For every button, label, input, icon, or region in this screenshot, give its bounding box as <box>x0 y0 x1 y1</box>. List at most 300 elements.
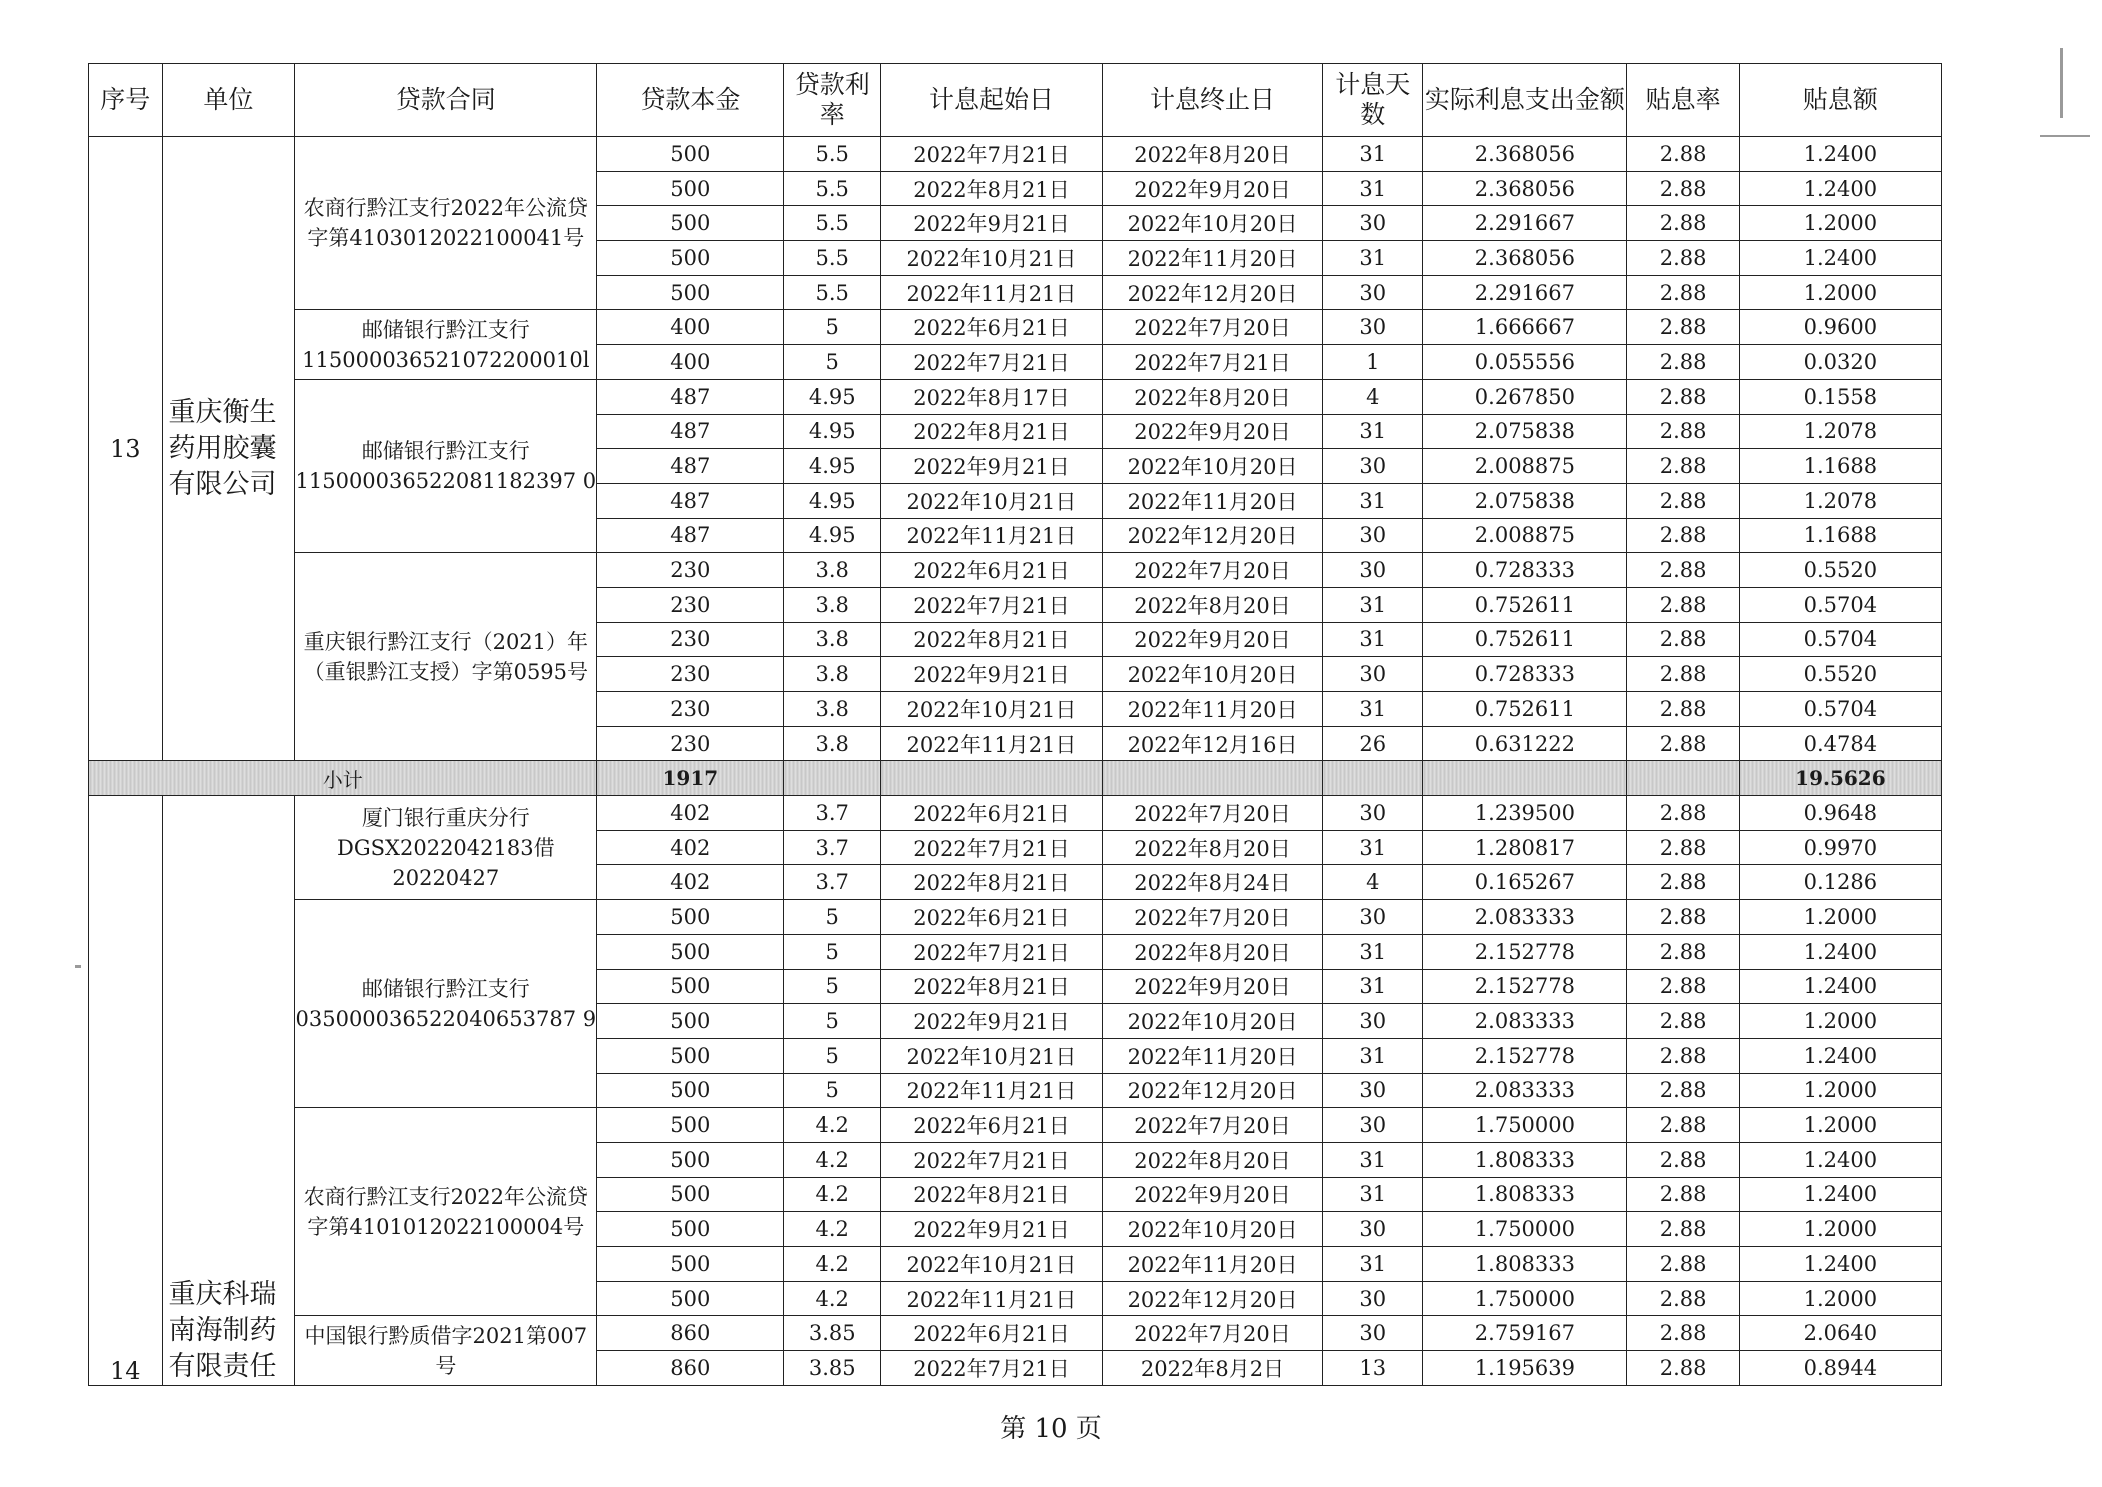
days-cell: 31 <box>1323 587 1423 622</box>
contract-cell: 农商行黔江支行2022年公流贷字第4103012022100041号 <box>295 137 597 310</box>
principal-cell: 860 <box>597 1351 784 1386</box>
subsidy-rate-cell: 2.88 <box>1627 726 1739 761</box>
contract-cell: 中国银行黔质借字2021第007号 <box>295 1316 597 1385</box>
end-date-cell: 2022年12月20日 <box>1102 1281 1323 1316</box>
start-date-cell: 2022年6月21日 <box>881 796 1103 831</box>
interest-cell: 2.291667 <box>1423 206 1627 241</box>
subsidy-rate-cell: 2.88 <box>1627 865 1739 900</box>
subsidy-amount-cell: 0.5520 <box>1739 553 1941 588</box>
subtotal-label: 小计 <box>89 761 597 796</box>
subsidy-amount-cell: 1.2000 <box>1739 275 1941 310</box>
table-row <box>89 379 1942 414</box>
subsidy-amount-cell: 0.8944 <box>1739 1351 1941 1386</box>
subtotal-amount: 19.5626 <box>1739 761 1941 796</box>
interest-cell: 2.083333 <box>1423 1073 1627 1108</box>
subsidy-rate-cell: 2.88 <box>1627 241 1739 276</box>
days-cell: 30 <box>1323 900 1423 935</box>
start-date-cell: 2022年6月21日 <box>881 900 1103 935</box>
days-cell: 31 <box>1323 171 1423 206</box>
subtotal-empty-cell <box>1323 761 1423 796</box>
subsidy-amount-cell: 1.2078 <box>1739 414 1941 449</box>
subtotal-empty-cell <box>1423 761 1627 796</box>
rate-cell: 5.5 <box>784 241 881 276</box>
end-date-cell: 2022年8月20日 <box>1102 587 1323 622</box>
rate-cell: 4.95 <box>784 379 881 414</box>
rate-cell: 3.85 <box>784 1316 881 1351</box>
interest-cell: 2.368056 <box>1423 171 1627 206</box>
days-cell: 30 <box>1323 796 1423 831</box>
start-date-cell: 2022年10月21日 <box>881 241 1103 276</box>
interest-cell: 1.750000 <box>1423 1108 1627 1143</box>
start-date-cell: 2022年6月21日 <box>881 553 1103 588</box>
principal-cell: 402 <box>597 830 784 865</box>
interest-cell: 0.752611 <box>1423 587 1627 622</box>
principal-cell: 500 <box>597 1073 784 1108</box>
rate-cell: 3.8 <box>784 587 881 622</box>
days-cell: 31 <box>1323 414 1423 449</box>
start-date-cell: 2022年9月21日 <box>881 206 1103 241</box>
end-date-cell: 2022年12月20日 <box>1102 275 1323 310</box>
start-date-cell: 2022年11月21日 <box>881 1073 1103 1108</box>
rate-cell: 3.8 <box>784 657 881 692</box>
principal-cell: 500 <box>597 1212 784 1247</box>
subsidy-amount-cell: 0.9970 <box>1739 830 1941 865</box>
end-date-cell: 2022年9月20日 <box>1102 171 1323 206</box>
days-cell: 30 <box>1323 1004 1423 1039</box>
end-date-cell: 2022年9月20日 <box>1102 622 1323 657</box>
principal-cell: 500 <box>597 171 784 206</box>
subsidy-amount-cell: 1.2400 <box>1739 171 1941 206</box>
subsidy-amount-cell: 0.5704 <box>1739 622 1941 657</box>
subsidy-rate-cell: 2.88 <box>1627 1142 1739 1177</box>
end-date-cell: 2022年9月20日 <box>1102 414 1323 449</box>
end-date-cell: 2022年11月20日 <box>1102 692 1323 727</box>
subsidy-rate-cell: 2.88 <box>1627 345 1739 380</box>
end-date-cell: 2022年8月20日 <box>1102 1142 1323 1177</box>
rate-cell: 3.8 <box>784 726 881 761</box>
rate-cell: 4.2 <box>784 1142 881 1177</box>
interest-cell: 0.728333 <box>1423 553 1627 588</box>
rate-cell: 5.5 <box>784 171 881 206</box>
end-date-cell: 2022年9月20日 <box>1102 969 1323 1004</box>
days-cell: 1 <box>1323 345 1423 380</box>
header-contract: 贷款合同 <box>295 64 597 137</box>
interest-cell: 2.152778 <box>1423 1038 1627 1073</box>
interest-cell: 0.267850 <box>1423 379 1627 414</box>
principal-cell: 500 <box>597 275 784 310</box>
end-date-cell: 2022年8月20日 <box>1102 830 1323 865</box>
end-date-cell: 2022年8月24日 <box>1102 865 1323 900</box>
principal-cell: 500 <box>597 1177 784 1212</box>
subsidy-rate-cell: 2.88 <box>1627 1316 1739 1351</box>
contract-cell: 邮储银行黔江支行035000036522040653787 9 <box>295 900 597 1108</box>
subsidy-amount-cell: 0.9600 <box>1739 310 1941 345</box>
start-date-cell: 2022年10月21日 <box>881 692 1103 727</box>
table-row <box>89 1108 1942 1143</box>
start-date-cell: 2022年8月21日 <box>881 969 1103 1004</box>
start-date-cell: 2022年7月21日 <box>881 587 1103 622</box>
rate-cell: 5.5 <box>784 275 881 310</box>
start-date-cell: 2022年8月21日 <box>881 414 1103 449</box>
header-subsidy-rate: 贴息率 <box>1627 64 1739 137</box>
principal-cell: 500 <box>597 969 784 1004</box>
days-cell: 31 <box>1323 241 1423 276</box>
end-date-cell: 2022年7月21日 <box>1102 345 1323 380</box>
subsidy-amount-cell: 1.2078 <box>1739 483 1941 518</box>
days-cell: 4 <box>1323 865 1423 900</box>
end-date-cell: 2022年10月20日 <box>1102 449 1323 484</box>
scan-artifact <box>2060 48 2063 118</box>
subsidy-rate-cell: 2.88 <box>1627 1281 1739 1316</box>
subsidy-rate-cell: 2.88 <box>1627 934 1739 969</box>
rate-cell: 3.8 <box>784 553 881 588</box>
header-subsidy-amount: 贴息额 <box>1739 64 1941 137</box>
start-date-cell: 2022年11月21日 <box>881 1281 1103 1316</box>
subsidy-rate-cell: 2.88 <box>1627 414 1739 449</box>
start-date-cell: 2022年9月21日 <box>881 657 1103 692</box>
table-row <box>89 900 1942 935</box>
subsidy-rate-cell: 2.88 <box>1627 1212 1739 1247</box>
page-number: 第 10 页 <box>1000 1414 1102 1444</box>
days-cell: 31 <box>1323 969 1423 1004</box>
interest-cell: 0.055556 <box>1423 345 1627 380</box>
subtotal-principal: 1917 <box>597 761 784 796</box>
start-date-cell: 2022年6月21日 <box>881 1108 1103 1143</box>
principal-cell: 230 <box>597 692 784 727</box>
principal-cell: 500 <box>597 1247 784 1282</box>
subtotal-empty-cell <box>1627 761 1739 796</box>
subsidy-rate-cell: 2.88 <box>1627 692 1739 727</box>
subsidy-rate-cell: 2.88 <box>1627 657 1739 692</box>
interest-cell: 0.752611 <box>1423 692 1627 727</box>
end-date-cell: 2022年8月20日 <box>1102 934 1323 969</box>
principal-cell: 230 <box>597 553 784 588</box>
principal-cell: 860 <box>597 1316 784 1351</box>
subsidy-amount-cell: 0.4784 <box>1739 726 1941 761</box>
interest-cell: 2.083333 <box>1423 1004 1627 1039</box>
principal-cell: 500 <box>597 1281 784 1316</box>
contract-cell: 邮储银行黔江支行115000036521072200010l <box>295 310 597 379</box>
end-date-cell: 2022年8月20日 <box>1102 137 1323 172</box>
days-cell: 31 <box>1323 692 1423 727</box>
table-row <box>89 137 1942 172</box>
end-date-cell: 2022年11月20日 <box>1102 483 1323 518</box>
rate-cell: 3.8 <box>784 622 881 657</box>
subsidy-rate-cell: 2.88 <box>1627 900 1739 935</box>
principal-cell: 500 <box>597 1038 784 1073</box>
subtotal-row <box>89 761 1942 796</box>
interest-cell: 1.280817 <box>1423 830 1627 865</box>
days-cell: 30 <box>1323 1108 1423 1143</box>
rate-cell: 4.2 <box>784 1212 881 1247</box>
subsidy-amount-cell: 1.2000 <box>1739 900 1941 935</box>
table-row <box>89 1316 1942 1351</box>
days-cell: 4 <box>1323 379 1423 414</box>
subsidy-rate-cell: 2.88 <box>1627 518 1739 553</box>
start-date-cell: 2022年11月21日 <box>881 275 1103 310</box>
subsidy-amount-cell: 1.2400 <box>1739 241 1941 276</box>
days-cell: 30 <box>1323 1281 1423 1316</box>
interest-cell: 2.368056 <box>1423 241 1627 276</box>
subsidy-rate-cell: 2.88 <box>1627 310 1739 345</box>
scan-artifact <box>75 965 81 968</box>
subsidy-amount-cell: 1.2400 <box>1739 969 1941 1004</box>
rate-cell: 5.5 <box>784 206 881 241</box>
interest-cell: 1.195639 <box>1423 1351 1627 1386</box>
days-cell: 30 <box>1323 310 1423 345</box>
end-date-cell: 2022年12月20日 <box>1102 1073 1323 1108</box>
rate-cell: 3.8 <box>784 692 881 727</box>
subsidy-amount-cell: 1.2000 <box>1739 1073 1941 1108</box>
principal-cell: 402 <box>597 865 784 900</box>
subsidy-amount-cell: 1.2400 <box>1739 1142 1941 1177</box>
start-date-cell: 2022年10月21日 <box>881 1247 1103 1282</box>
principal-cell: 487 <box>597 414 784 449</box>
subsidy-amount-cell: 1.2000 <box>1739 1004 1941 1039</box>
subsidy-amount-cell: 0.5704 <box>1739 692 1941 727</box>
start-date-cell: 2022年7月21日 <box>881 830 1103 865</box>
days-cell: 31 <box>1323 934 1423 969</box>
subsidy-amount-cell: 0.0320 <box>1739 345 1941 380</box>
interest-cell: 2.759167 <box>1423 1316 1627 1351</box>
subsidy-rate-cell: 2.88 <box>1627 1004 1739 1039</box>
interest-cell: 2.368056 <box>1423 137 1627 172</box>
days-cell: 13 <box>1323 1351 1423 1386</box>
header-seq: 序号 <box>89 64 163 137</box>
table-row <box>89 553 1942 588</box>
days-cell: 30 <box>1323 657 1423 692</box>
rate-cell: 4.95 <box>784 483 881 518</box>
interest-cell: 1.750000 <box>1423 1212 1627 1247</box>
days-cell: 30 <box>1323 518 1423 553</box>
contract-cell: 厦门银行重庆分行DGSX2022042183借20220427 <box>295 796 597 900</box>
rate-cell: 3.7 <box>784 865 881 900</box>
start-date-cell: 2022年9月21日 <box>881 1004 1103 1039</box>
subsidy-amount-cell: 1.2000 <box>1739 1212 1941 1247</box>
interest-cell: 2.152778 <box>1423 969 1627 1004</box>
days-cell: 31 <box>1323 137 1423 172</box>
subsidy-rate-cell: 2.88 <box>1627 483 1739 518</box>
rate-cell: 3.7 <box>784 830 881 865</box>
rate-cell: 4.2 <box>784 1281 881 1316</box>
subtotal-empty-cell <box>881 761 1103 796</box>
end-date-cell: 2022年10月20日 <box>1102 1004 1323 1039</box>
subsidy-amount-cell: 1.2400 <box>1739 1247 1941 1282</box>
principal-cell: 500 <box>597 1142 784 1177</box>
end-date-cell: 2022年8月20日 <box>1102 379 1323 414</box>
subsidy-amount-cell: 2.0640 <box>1739 1316 1941 1351</box>
days-cell: 31 <box>1323 1177 1423 1212</box>
subsidy-rate-cell: 2.88 <box>1627 275 1739 310</box>
start-date-cell: 2022年8月21日 <box>881 171 1103 206</box>
days-cell: 31 <box>1323 483 1423 518</box>
start-date-cell: 2022年7月21日 <box>881 345 1103 380</box>
seq-cell: 14 <box>89 796 163 1386</box>
rate-cell: 5 <box>784 1073 881 1108</box>
interest-cell: 2.008875 <box>1423 518 1627 553</box>
days-cell: 26 <box>1323 726 1423 761</box>
principal-cell: 500 <box>597 900 784 935</box>
principal-cell: 500 <box>597 137 784 172</box>
start-date-cell: 2022年6月21日 <box>881 310 1103 345</box>
subsidy-amount-cell: 0.5704 <box>1739 587 1941 622</box>
subsidy-rate-cell: 2.88 <box>1627 587 1739 622</box>
header-rate: 贷款利率 <box>784 64 881 137</box>
seq-cell: 13 <box>89 137 163 761</box>
rate-cell: 4.95 <box>784 449 881 484</box>
subsidy-amount-cell: 0.9648 <box>1739 796 1941 831</box>
principal-cell: 230 <box>597 587 784 622</box>
table-row <box>89 310 1942 345</box>
rate-cell: 5 <box>784 1038 881 1073</box>
end-date-cell: 2022年12月20日 <box>1102 518 1323 553</box>
rate-cell: 5 <box>784 934 881 969</box>
rate-cell: 3.85 <box>784 1351 881 1386</box>
interest-cell: 1.666667 <box>1423 310 1627 345</box>
interest-cell: 1.808333 <box>1423 1177 1627 1212</box>
header-unit: 单位 <box>162 64 295 137</box>
subsidy-rate-cell: 2.88 <box>1627 1108 1739 1143</box>
principal-cell: 230 <box>597 657 784 692</box>
rate-cell: 5 <box>784 900 881 935</box>
loan-subsidy-table <box>88 63 1942 1386</box>
interest-cell: 2.075838 <box>1423 483 1627 518</box>
principal-cell: 487 <box>597 449 784 484</box>
start-date-cell: 2022年8月17日 <box>881 379 1103 414</box>
subsidy-rate-cell: 2.88 <box>1627 449 1739 484</box>
table-row <box>89 796 1942 831</box>
header-principal: 贷款本金 <box>597 64 784 137</box>
start-date-cell: 2022年7月21日 <box>881 934 1103 969</box>
subsidy-rate-cell: 2.88 <box>1627 206 1739 241</box>
subsidy-amount-cell: 1.2400 <box>1739 137 1941 172</box>
interest-cell: 0.728333 <box>1423 657 1627 692</box>
interest-cell: 2.075838 <box>1423 414 1627 449</box>
header-end-date: 计息终止日 <box>1102 64 1323 137</box>
end-date-cell: 2022年8月2日 <box>1102 1351 1323 1386</box>
subsidy-amount-cell: 1.1688 <box>1739 518 1941 553</box>
start-date-cell: 2022年7月21日 <box>881 1142 1103 1177</box>
contract-cell: 邮储银行黔江支行115000036522081182397 0 <box>295 379 597 552</box>
rate-cell: 4.2 <box>784 1177 881 1212</box>
rate-cell: 4.95 <box>784 518 881 553</box>
days-cell: 31 <box>1323 1247 1423 1282</box>
header-interest: 实际利息支出金额 <box>1423 64 1627 137</box>
days-cell: 30 <box>1323 449 1423 484</box>
subsidy-amount-cell: 0.1286 <box>1739 865 1941 900</box>
end-date-cell: 2022年9月20日 <box>1102 1177 1323 1212</box>
subsidy-rate-cell: 2.88 <box>1627 1247 1739 1282</box>
days-cell: 30 <box>1323 1073 1423 1108</box>
rate-cell: 5 <box>784 345 881 380</box>
interest-cell: 0.165267 <box>1423 865 1627 900</box>
subsidy-amount-cell: 1.2400 <box>1739 1177 1941 1212</box>
subsidy-rate-cell: 2.88 <box>1627 171 1739 206</box>
rate-cell: 3.7 <box>784 796 881 831</box>
days-cell: 30 <box>1323 275 1423 310</box>
interest-cell: 0.752611 <box>1423 622 1627 657</box>
days-cell: 31 <box>1323 622 1423 657</box>
end-date-cell: 2022年7月20日 <box>1102 1108 1323 1143</box>
subsidy-rate-cell: 2.88 <box>1627 1177 1739 1212</box>
interest-cell: 1.239500 <box>1423 796 1627 831</box>
interest-cell: 0.631222 <box>1423 726 1627 761</box>
principal-cell: 400 <box>597 345 784 380</box>
subsidy-rate-cell: 2.88 <box>1627 969 1739 1004</box>
interest-cell: 2.291667 <box>1423 275 1627 310</box>
end-date-cell: 2022年7月20日 <box>1102 1316 1323 1351</box>
principal-cell: 500 <box>597 934 784 969</box>
principal-cell: 487 <box>597 483 784 518</box>
end-date-cell: 2022年7月20日 <box>1102 900 1323 935</box>
end-date-cell: 2022年12月16日 <box>1102 726 1323 761</box>
end-date-cell: 2022年7月20日 <box>1102 553 1323 588</box>
start-date-cell: 2022年7月21日 <box>881 137 1103 172</box>
rate-cell: 5 <box>784 310 881 345</box>
days-cell: 31 <box>1323 1142 1423 1177</box>
interest-cell: 1.750000 <box>1423 1281 1627 1316</box>
unit-cell: 重庆科瑞南海制药有限责任 <box>162 796 295 1386</box>
subsidy-amount-cell: 0.5520 <box>1739 657 1941 692</box>
end-date-cell: 2022年10月20日 <box>1102 206 1323 241</box>
subsidy-amount-cell: 1.1688 <box>1739 449 1941 484</box>
header-days: 计息天数 <box>1323 64 1423 137</box>
header-start-date: 计息起始日 <box>881 64 1103 137</box>
subsidy-rate-cell: 2.88 <box>1627 1073 1739 1108</box>
contract-cell: 农商行黔江支行2022年公流贷字第4101012022100004号 <box>295 1108 597 1316</box>
subsidy-amount-cell: 1.2400 <box>1739 1038 1941 1073</box>
rate-cell: 5 <box>784 1004 881 1039</box>
rate-cell: 5.5 <box>784 137 881 172</box>
days-cell: 31 <box>1323 1038 1423 1073</box>
principal-cell: 500 <box>597 206 784 241</box>
end-date-cell: 2022年11月20日 <box>1102 241 1323 276</box>
start-date-cell: 2022年7月21日 <box>881 1351 1103 1386</box>
subtotal-empty-cell <box>1102 761 1323 796</box>
table-body <box>89 137 1942 1386</box>
rate-cell: 5 <box>784 969 881 1004</box>
principal-cell: 402 <box>597 796 784 831</box>
start-date-cell: 2022年8月21日 <box>881 1177 1103 1212</box>
end-date-cell: 2022年7月20日 <box>1102 796 1323 831</box>
start-date-cell: 2022年11月21日 <box>881 726 1103 761</box>
subsidy-rate-cell: 2.88 <box>1627 137 1739 172</box>
interest-cell: 2.083333 <box>1423 900 1627 935</box>
end-date-cell: 2022年10月20日 <box>1102 657 1323 692</box>
unit-cell: 重庆衡生药用胶囊有限公司 <box>162 137 295 761</box>
subsidy-rate-cell: 2.88 <box>1627 830 1739 865</box>
subsidy-rate-cell: 2.88 <box>1627 622 1739 657</box>
start-date-cell: 2022年10月21日 <box>881 483 1103 518</box>
scan-artifact <box>2040 135 2090 137</box>
subsidy-amount-cell: 1.2000 <box>1739 1281 1941 1316</box>
subtotal-empty-cell <box>784 761 881 796</box>
principal-cell: 400 <box>597 310 784 345</box>
contract-cell: 重庆银行黔江支行（2021）年（重银黔江支授）字第0595号 <box>295 553 597 761</box>
principal-cell: 500 <box>597 1108 784 1143</box>
start-date-cell: 2022年8月21日 <box>881 865 1103 900</box>
interest-cell: 2.008875 <box>1423 449 1627 484</box>
rate-cell: 4.2 <box>784 1247 881 1282</box>
days-cell: 30 <box>1323 1212 1423 1247</box>
principal-cell: 500 <box>597 1004 784 1039</box>
subsidy-amount-cell: 1.2000 <box>1739 1108 1941 1143</box>
principal-cell: 500 <box>597 241 784 276</box>
interest-cell: 1.808333 <box>1423 1247 1627 1282</box>
start-date-cell: 2022年8月21日 <box>881 622 1103 657</box>
principal-cell: 487 <box>597 518 784 553</box>
start-date-cell: 2022年9月21日 <box>881 449 1103 484</box>
